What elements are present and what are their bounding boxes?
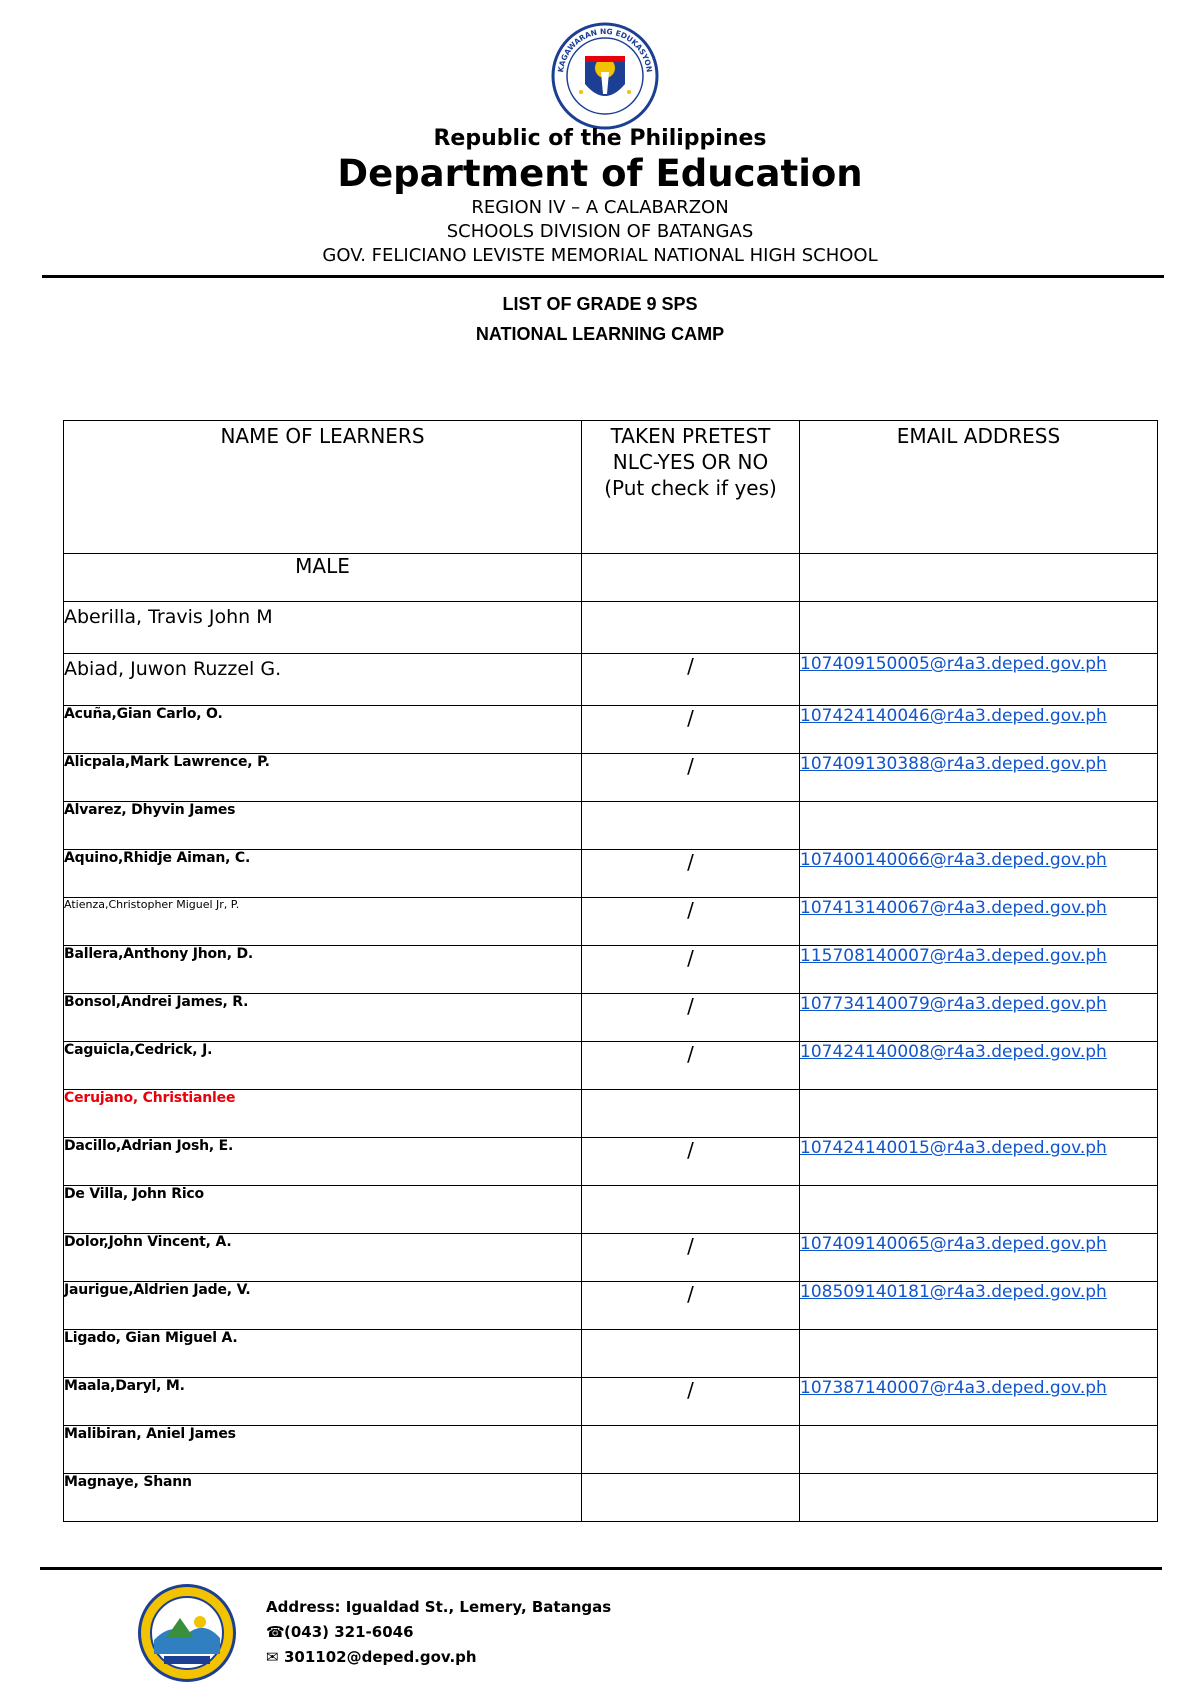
email-cell	[800, 898, 1158, 946]
footer-phone-line	[266, 1623, 414, 1641]
pretest-check: /	[582, 754, 800, 802]
footer-divider	[40, 1567, 1162, 1570]
table-header-row	[64, 421, 1158, 554]
footer-address: Address: Igualdad St., Lemery, Batangas	[266, 1598, 612, 1616]
email-cell	[800, 602, 1158, 654]
email-cell	[800, 1426, 1158, 1474]
pretest-check: /	[582, 1282, 800, 1330]
pretest-check: /	[582, 850, 800, 898]
table-row	[64, 602, 1158, 654]
table-row	[64, 1330, 1158, 1378]
learner-name: Maala,Daryl, M.	[64, 1378, 582, 1426]
document-title: LIST OF GRADE 9 SPS	[502, 294, 698, 314]
footer-email-line	[266, 1648, 477, 1666]
pretest-check: /	[582, 1138, 800, 1186]
email-cell	[800, 706, 1158, 754]
email-cell	[800, 850, 1158, 898]
header-email: EMAIL ADDRESS	[800, 421, 1158, 554]
phone-icon: ☎	[266, 1623, 285, 1641]
email-link[interactable]: 107413140067@r4a3.deped.gov.ph	[800, 898, 1107, 918]
pretest-check	[582, 1474, 800, 1522]
document-subtitle: NATIONAL LEARNING CAMP	[475, 324, 725, 344]
school-line: GOV. FELICIANO LEVISTE MEMORIAL NATIONAL HIGH SCHOOL	[322, 245, 878, 266]
email-cell	[800, 1042, 1158, 1090]
email-link[interactable]: 107387140007@r4a3.deped.gov.ph	[800, 1378, 1107, 1398]
table-row	[64, 1378, 1158, 1426]
division-line: SCHOOLS DIVISION OF BATANGAS	[446, 221, 754, 242]
pretest-check: /	[582, 1234, 800, 1282]
email-cell	[800, 994, 1158, 1042]
school-seal-logo	[136, 1582, 238, 1684]
envelope-icon: ✉	[266, 1648, 279, 1666]
learner-name: Aquino,Rhidje Aiman, C.	[64, 850, 582, 898]
svg-text:KAGAWARAN NG EDUKASYON: KAGAWARAN NG EDUKASYON	[556, 26, 654, 73]
learner-name: Jaurigue,Aldrien Jade, V.	[64, 1282, 582, 1330]
table-row	[64, 850, 1158, 898]
table-row	[64, 654, 1158, 706]
learner-name: Ligado, Gian Miguel A.	[64, 1330, 582, 1378]
email-cell	[800, 754, 1158, 802]
table-row	[64, 706, 1158, 754]
learner-name: Caguicla,Cedrick, J.	[64, 1042, 582, 1090]
pretest-check: /	[582, 1042, 800, 1090]
learner-name: Acuña,Gian Carlo, O.	[64, 706, 582, 754]
email-link[interactable]: 107424140046@r4a3.deped.gov.ph	[800, 706, 1107, 726]
email-link[interactable]: 107409130388@r4a3.deped.gov.ph	[800, 754, 1107, 774]
pretest-check	[582, 1090, 800, 1138]
pretest-check: /	[582, 994, 800, 1042]
pretest-check: /	[582, 706, 800, 754]
email-link[interactable]: 107409140065@r4a3.deped.gov.ph	[800, 1234, 1107, 1254]
email-cell	[800, 802, 1158, 850]
table-row	[64, 802, 1158, 850]
header-name: NAME OF LEARNERS	[64, 421, 582, 554]
pretest-check	[582, 802, 800, 850]
email-link[interactable]: 115708140007@r4a3.deped.gov.ph	[800, 946, 1107, 966]
email-link[interactable]: 107400140066@r4a3.deped.gov.ph	[800, 850, 1107, 870]
email-link[interactable]: 107409150005@r4a3.deped.gov.ph	[800, 654, 1107, 674]
learner-name: Malibiran, Aniel James	[64, 1426, 582, 1474]
pretest-check: /	[582, 654, 800, 706]
section-empty-cell	[582, 554, 800, 602]
footer-email: 301102@deped.gov.ph	[284, 1648, 477, 1666]
email-cell	[800, 1234, 1158, 1282]
learner-name: Alvarez, Dhyvin James	[64, 802, 582, 850]
header-divider	[42, 275, 1164, 278]
email-cell	[800, 654, 1158, 706]
learner-name: Alicpala,Mark Lawrence, P.	[64, 754, 582, 802]
learner-name: Dacillo,Adrian Josh, E.	[64, 1138, 582, 1186]
table-row	[64, 994, 1158, 1042]
email-link[interactable]: 107734140079@r4a3.deped.gov.ph	[800, 994, 1107, 1014]
pretest-check: /	[582, 946, 800, 994]
department-heading: Department of Education	[337, 152, 863, 195]
table-row	[64, 1474, 1158, 1522]
learner-name: Atienza,Christopher Miguel Jr, P.	[64, 898, 582, 946]
pretest-check	[582, 1186, 800, 1234]
learners-table	[63, 420, 1158, 1522]
pretest-check: /	[582, 898, 800, 946]
table-row	[64, 946, 1158, 994]
section-row	[64, 554, 1158, 602]
learner-name: Abiad, Juwon Ruzzel G.	[64, 654, 582, 706]
section-empty-cell	[800, 554, 1158, 602]
learner-name: Bonsol,Andrei James, R.	[64, 994, 582, 1042]
email-cell	[800, 1474, 1158, 1522]
email-cell	[800, 1378, 1158, 1426]
deped-seal-logo	[551, 22, 659, 130]
table-row	[64, 1426, 1158, 1474]
section-label: MALE	[64, 554, 582, 602]
pretest-check: /	[582, 1378, 800, 1426]
table-row	[64, 1042, 1158, 1090]
learner-name: Cerujano, Christianlee	[64, 1090, 582, 1138]
table-row	[64, 754, 1158, 802]
table-row	[64, 898, 1158, 946]
table-row	[64, 1186, 1158, 1234]
learner-name: Magnaye, Shann	[64, 1474, 582, 1522]
email-cell	[800, 1138, 1158, 1186]
pretest-check	[582, 602, 800, 654]
table-row	[64, 1138, 1158, 1186]
learner-name: Dolor,John Vincent, A.	[64, 1234, 582, 1282]
email-cell	[800, 1090, 1158, 1138]
republic-heading: Republic of the Philippines	[433, 126, 767, 151]
learner-name: Aberilla, Travis John M	[64, 602, 582, 654]
footer-phone: (043) 321-6046	[284, 1623, 414, 1641]
table-row	[64, 1282, 1158, 1330]
email-link[interactable]: 108509140181@r4a3.deped.gov.ph	[800, 1282, 1107, 1302]
pretest-check	[582, 1330, 800, 1378]
table-row	[64, 1090, 1158, 1138]
email-cell	[800, 1330, 1158, 1378]
learner-name: De Villa, John Rico	[64, 1186, 582, 1234]
region-line: REGION IV – A CALABARZON	[471, 197, 729, 218]
header-taken: TAKEN PRETEST NLC-YES OR NO (Put check if yes)	[582, 421, 800, 554]
email-cell	[800, 1282, 1158, 1330]
email-cell	[800, 946, 1158, 994]
learner-name: Ballera,Anthony Jhon, D.	[64, 946, 582, 994]
email-link[interactable]: 107424140015@r4a3.deped.gov.ph	[800, 1138, 1107, 1158]
email-cell	[800, 1186, 1158, 1234]
table-row	[64, 1234, 1158, 1282]
pretest-check	[582, 1426, 800, 1474]
email-link[interactable]: 107424140008@r4a3.deped.gov.ph	[800, 1042, 1107, 1062]
